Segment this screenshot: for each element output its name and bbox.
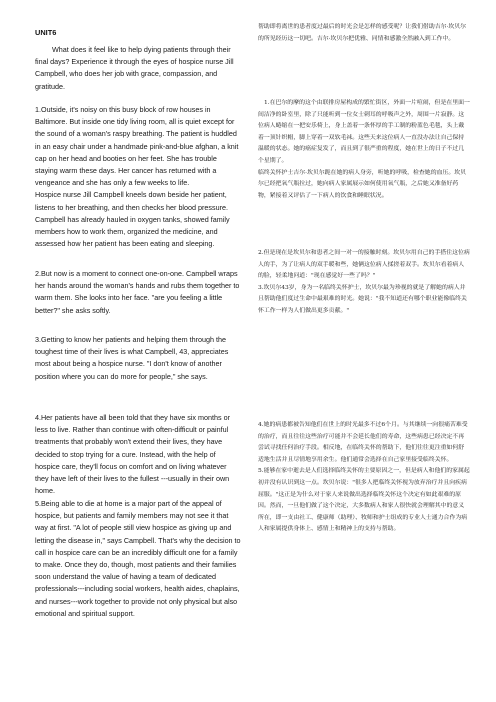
english-paragraph-1b-text: Hospice nurse Jill Campbell kneels down beside her patient, listens to her breathing, and then checks her blood pressure. Campbell has already hauled in oxygen tanks, showed family members how to work them, organized the medicine, and assessed how her patient has been eating and sleeping. <box>35 190 230 249</box>
english-paragraph-1 <box>35 104 241 250</box>
chinese-paragraph-1 <box>258 98 470 202</box>
english-paragraph-3 <box>35 334 241 383</box>
english-paragraph-4 <box>35 412 241 497</box>
english-paragraph-2-text: 2.But now is a moment to connect one-on-one. Campbell wraps her hands around the woman's hands and rubs them together to warm them. She looks into her face. "are you feeling a little better?" she asks softly. <box>35 269 240 315</box>
english-paragraph-1-text: 1.Outside, it's noisy on this busy block of row houses in Baltimore. But inside one tidy living room, all is quiet except for the sound of a woman's raspy breathing. The patient is huddled in an easy chair under a handmade pink-and-blue afghan, a knit cap on her head and booties on her feet. She has trouble staying warm these days. Her cancer has returned with a vengeance and she has only a few weeks to life. <box>35 105 239 188</box>
english-paragraph-5 <box>35 498 241 620</box>
unit-title: UNIT6 <box>35 28 57 37</box>
chinese-paragraph-2-text: 2.但是现在是坎贝尔和患者之间一对一的接触时刻。坎贝尔用自己的手搭住这位病人的手，为了让病人的双手暖和些，她俩这位病人揉搓着双手。坎贝尔看着病人的脸，轻柔地问道："现在感觉好一些了吗？" <box>258 250 470 280</box>
chinese-paragraph-4 <box>258 420 470 536</box>
chinese-paragraph-1b-text: 临终关怀护士吉尔·坎贝尔跪在她的病人身旁，听她的呼吸，检查她的血压。坎贝尔已经把氧气瓶拉过，她向病人家属展示如何使用氧气瓶，之后她又准备好药物，紧接着又评估了一下病人的饮食和睡眠状况。 <box>258 169 467 199</box>
english-paragraph-4-text: 4.Her patients have all been told that they have six months or less to live. Rather than continue with often-difficult or painful treatments that probably won't extend their lives, they have decided to stop trying for a cure. Instead, with the help of hospice care, they'll focus on comfort and on living whatever they have left of their lives to the fullest ---usually in their own home. <box>35 413 230 496</box>
chinese-paragraph-4-text: 4.她的病患都被告知他们在世上的时光最多不过6个月。与其继续一向很痛苦难受的治疗，而且往往这些治疗可能并不会延长他们的寿命，这些病患已经决定不再尝试寻找任何治疗手段。相反地，在临终关怀的帮助下，他们往往更注重如何舒适地生活并且尽情地享用余生。他们通常会选择在自己家里接受临终关怀。 <box>258 422 468 463</box>
chinese-paragraph-intro: 帮助即将离世的患者度过最后的时光会是怎样的感受呢？让我们借助吉尔·坎贝尔的所见经历这一切吧。吉尔·坎贝尔把优雅、同情和感激全然融入到工作中。 <box>258 24 467 42</box>
chinese-paragraph-1-text: 1.在巴尔的摩的这个由联排房屋构成的繁忙街区，外面一片喧闹，但是在里面一间洁净的卧室里，除了只能听到一位女士刺耳的呼吸声之外，周围一片寂静。这位病人蜷缩在一把安乐椅上，身上盖着一条怀厚的手工制的粉蓝色毛毯，头上戴着一顶针织帽，脚上穿着一双软毛袜。这些天来这位病人一直没办法让自己保持温暖的状态。她的癌症复发了，而且到了很严重的程度，她在世上的日子不过几个星期了。 <box>258 100 470 164</box>
english-intro <box>35 44 241 93</box>
chinese-paragraph-5-text: 5.能够在家中逝去是人们选择临终关怀的主要原因之一，但是病人和他们的家属起初并没有认识到这一点。坎贝尔说："很多人把临终关怀视为放弃治疗并且向疾病屈服。"这正是为什么对于家人来说做出选择临终关怀这个决定有如此艰难的原因。然而，一旦他们做了这个决定，大多数病人和家人很快就会理解其中的意义所在，即一支由社工、健康师（助理）、牧师和护士组成的专业人士通力合作为病人和家属提供身体上、感情上和精神上的支持与帮助。 <box>258 468 470 533</box>
english-paragraph-2 <box>35 268 241 317</box>
english-paragraph-intro: What does it feel like to help dying patients through their final days? Experience it through the eyes of hospice nurse Jill Campbell, who does her job with grace, compassion, and gratitude. <box>35 45 234 91</box>
english-paragraph-5-text: 5.Being able to die at home is a major part of the appeal of hospice, but patients and family members may not see it that way at first. "A lot of people still view hospice as giving up and letting the disease in," says Campbell. That's why the decision to call in hospice care can be an incredibly difficult one for a family to make. Once they do, though, most patients and their families soon understand the value of having a team of dedicated professionals---including social workers, health aides, chaplains, and nurses---work together to provide not only physical but also emotional and spiritual support. <box>35 499 241 618</box>
chinese-paragraph-2 <box>258 248 470 318</box>
chinese-intro <box>258 22 470 45</box>
english-paragraph-3-text: 3.Getting to know her patients and helping them through the toughest time of their lives is what Campbell, 43, appreciates most about being a hospice nurse. "I don't know of another position where you can do more for people," she says. <box>35 335 229 381</box>
chinese-paragraph-3-text: 3.坎贝尔43岁，身为一名临终关怀护士，坎贝尔最为珍视的就是了解她的病人并且帮助他们度过生命中最艰难的时光。她说："我不知道还有哪个职业能像临终关怀工作一样为人们做出更多贡献。" <box>258 284 467 314</box>
